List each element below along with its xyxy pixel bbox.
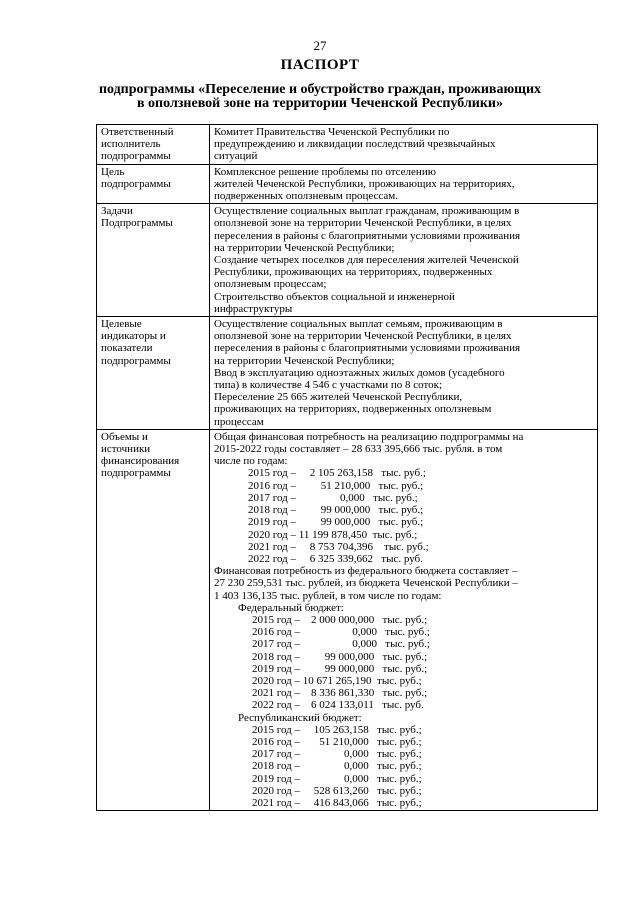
label-line: источники — [101, 443, 151, 456]
label-line: подпрограммы — [101, 354, 171, 367]
label-line: Подпрограммы — [101, 217, 173, 230]
label-line: Задачи — [101, 205, 133, 218]
row-content — [210, 429, 598, 810]
row-label — [97, 317, 210, 430]
year-line: 2020 год – 528 613,260 тыс. руб.; — [252, 784, 422, 797]
federal-budget-label: Федеральный бюджет: — [238, 601, 344, 614]
label-line: показатели — [101, 342, 153, 355]
year-line: 2022 год – 6 325 339,662 тыс. руб. — [248, 552, 423, 565]
content-line: типа) в количестве 4 546 с участками по 8 соток; — [214, 379, 443, 392]
content-line: на территории Чеченской Республики; — [214, 354, 395, 367]
label-line: финансирования — [101, 455, 180, 468]
label-line: исполнитель — [101, 138, 161, 151]
content-line: переселения в районы с благоприятными условиями проживания — [214, 229, 521, 242]
content-line: Осуществление социальных выплат гражданам, проживающим в — [214, 205, 520, 218]
year-line: 2019 год – 99 000,000 тыс. руб.; — [252, 662, 428, 675]
row-content — [210, 317, 598, 430]
label-line: Цель — [101, 165, 125, 178]
label-line: подпрограммы — [101, 177, 171, 190]
year-line: 2021 год – 8 336 861,330 тыс. руб.; — [252, 687, 428, 700]
passport-table — [96, 124, 598, 811]
page-title: ПАСПОРТ — [280, 57, 360, 73]
content-line: жителей Чеченской Республики, проживающих на территориях, — [214, 177, 515, 190]
page-number: 27 — [313, 38, 327, 53]
row-content — [210, 125, 598, 165]
year-line: 2019 год – 99 000,000 тыс. руб.; — [248, 516, 424, 529]
row-label — [97, 125, 210, 165]
year-line: 2018 год – 0,000 тыс. руб.; — [252, 760, 422, 773]
content-line: Создание четырех поселков для переселения жителей Чеченской — [214, 254, 519, 267]
year-line: 2020 год – 11 199 878,450 тыс. руб.; — [248, 528, 418, 541]
content-line: Осуществление социальных выплат семьям, проживающим в — [214, 318, 503, 331]
row-indicators — [97, 317, 598, 430]
year-line: 2016 год – 51 210,000 тыс. руб.; — [248, 479, 424, 492]
row-label — [97, 204, 210, 317]
content-line: числе по годам: — [214, 455, 288, 468]
year-line: 2018 год – 99 000,000 тыс. руб.; — [248, 504, 424, 517]
content-line: процессам — [214, 415, 264, 428]
row-label — [97, 164, 210, 204]
label-line: Объемы и — [101, 430, 148, 443]
year-line: 2019 год – 0,000 тыс. руб.; — [252, 772, 422, 785]
content-line: Республики, проживающих на территориях, подверженных — [214, 266, 493, 279]
content-line: подверженных оползневым процессам. — [214, 190, 398, 203]
subtitle-line: в оползневой зоне на территории Чеченской Республики» — [137, 96, 503, 111]
year-line: 2021 год – 8 753 704,396 тыс. руб.; — [248, 540, 429, 553]
content-line: 1 403 136,135 тыс. рублей, в том числе по годам: — [214, 589, 442, 602]
year-line: 2016 год – 51 210,000 тыс. руб.; — [252, 735, 422, 748]
label-line: Ответственный — [101, 126, 174, 138]
content-line: на территории Чеченской Республики; — [214, 241, 395, 254]
year-line: 2018 год – 99 000,000 тыс. руб.; — [252, 650, 428, 663]
content-line: Ввод в эксплуатацию одноэтажных жилых домов (усадебного — [214, 366, 505, 379]
content-line: оползневой зоне на территории Чеченской Республики, в целях — [214, 330, 512, 343]
year-line: 2020 год – 10 671 265,190 тыс. руб.; — [252, 674, 422, 687]
content-line: инфраструктуры — [214, 302, 293, 315]
row-tasks — [97, 204, 598, 317]
row-responsible — [97, 125, 598, 165]
year-line: 2015 год – 105 263,158 тыс. руб.; — [252, 723, 422, 736]
content-line: Переселение 25 665 жителей Чеченской Республики, — [214, 391, 463, 404]
label-line: подпрограммы — [101, 467, 171, 480]
year-line: 2016 год – 0,000 тыс. руб.; — [252, 626, 430, 639]
subtitle-line: подпрограммы «Переселение и обустройство граждан, проживающих — [98, 82, 542, 97]
content-line: Общая финансовая потребность на реализацию подпрограммы на — [214, 430, 524, 443]
republic-budget-label: Республиканский бюджет: — [238, 711, 362, 724]
row-label — [97, 429, 210, 810]
content-line: оползневой зоне на территории Чеченской Республики, в целях — [214, 217, 512, 230]
content-line: ситуаций — [214, 150, 258, 163]
content-line: оползневым процессам; — [214, 278, 327, 291]
year-line: 2021 год – 416 843,066 тыс. руб.; — [252, 796, 422, 809]
content-line: 2015-2022 годы составляет – 28 633 395,666 тыс. рубля. в том — [214, 443, 503, 456]
label-line: Целевые — [101, 318, 142, 331]
page-subtitle — [60, 83, 580, 111]
year-line: 2017 год – 0,000 тыс. руб.; — [248, 491, 418, 504]
row-finance — [97, 429, 598, 810]
label-line: подпрограммы — [101, 150, 171, 163]
year-line: 2015 год – 2 000 000,000 тыс. руб.; — [252, 613, 428, 626]
content-line: Финансовая потребность из федерального бюджета составляет – — [214, 565, 518, 578]
content-line: предупреждению и ликвидации последствий чрезвычайных — [214, 138, 496, 151]
content-line: Строительство объектов социальной и инженерной — [214, 290, 455, 303]
year-line: 2017 год – 0,000 тыс. руб.; — [252, 638, 430, 651]
year-line: 2017 год – 0,000 тыс. руб.; — [252, 748, 422, 761]
year-line: 2022 год – 6 024 133,011 тыс. руб. — [252, 699, 424, 712]
year-line: 2015 год – 2 105 263,158 тыс. руб.; — [248, 467, 426, 480]
content-line: проживающих на территориях, подверженных оползневым — [214, 403, 492, 416]
content-line: Комитет Правительства Чеченской Республики по — [214, 126, 450, 138]
row-content — [210, 204, 598, 317]
row-goal — [97, 164, 598, 204]
label-line: индикаторы и — [101, 330, 166, 343]
row-content — [210, 164, 598, 204]
content-line: Комплексное решение проблемы по отселению — [214, 165, 436, 178]
content-line: переселения в районы с благоприятными условиями проживания — [214, 342, 521, 355]
content-line: 27 230 259,531 тыс. рублей, из бюджета Чеченской Республики – — [214, 577, 518, 590]
